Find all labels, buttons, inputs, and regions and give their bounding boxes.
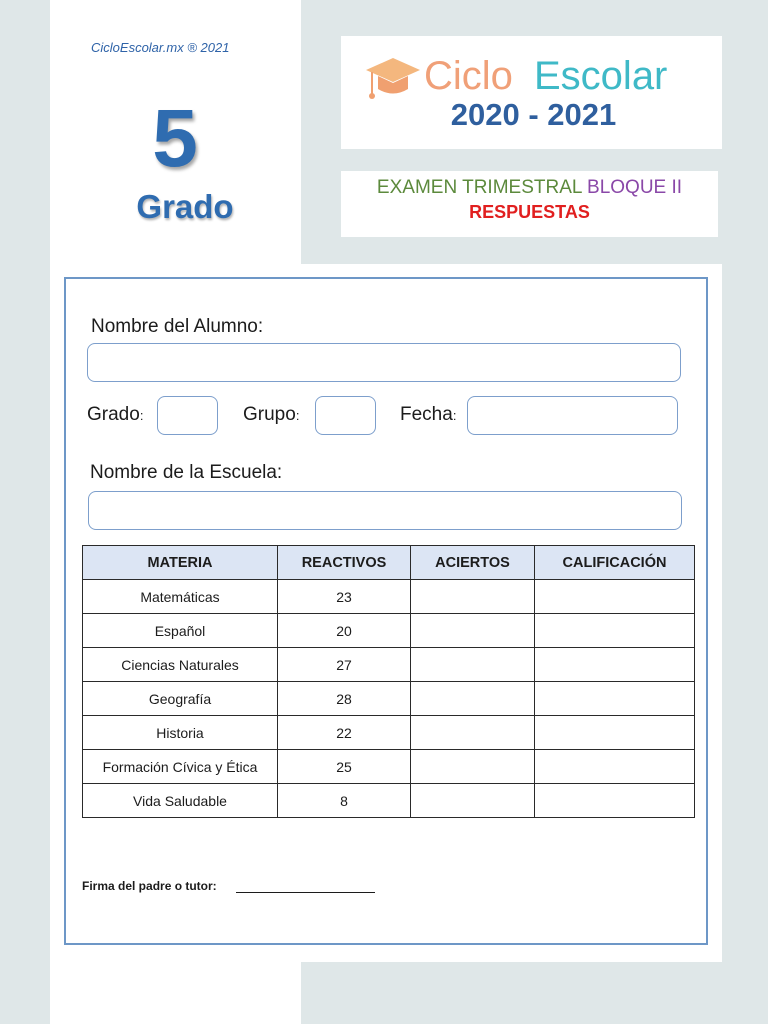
grade-label: Grado (136, 188, 234, 225)
subject-cell: Vida Saludable (83, 784, 278, 818)
exam-subtitle: RESPUESTAS (469, 202, 590, 222)
logo-word-escolar: Escolar (534, 54, 668, 98)
items-cell: 25 (278, 750, 411, 784)
score-cell[interactable] (535, 580, 695, 614)
exam-title-part2: BLOQUE II (587, 177, 683, 198)
items-cell: 23 (278, 580, 411, 614)
grade-field-label-text: Grado (87, 404, 140, 425)
grade-field[interactable] (157, 396, 218, 435)
header-calificacion: CALIFICACIÓN (535, 546, 695, 580)
exam-title-part1: EXAMEN TRIMESTRAL (376, 177, 582, 198)
subject-cell: Ciencias Naturales (83, 648, 278, 682)
score-cell[interactable] (535, 750, 695, 784)
subject-cell: Historia (83, 716, 278, 750)
score-cell[interactable] (535, 614, 695, 648)
school-name-label: Nombre de la Escuela: (90, 462, 283, 483)
grade-field-label (87, 405, 143, 424)
table-row (83, 750, 695, 784)
copyright-text: CicloEscolar.mx ® 2021 (91, 40, 230, 55)
correct-cell[interactable] (411, 648, 535, 682)
correct-cell[interactable] (411, 716, 535, 750)
table-row (83, 614, 695, 648)
logo-word-ciclo: Ciclo (424, 54, 513, 98)
items-cell: 20 (278, 614, 411, 648)
school-years: 2020 - 2021 (450, 97, 617, 132)
group-field-label (243, 405, 299, 424)
group-field[interactable] (315, 396, 376, 435)
group-field-label-text: Grupo (243, 404, 296, 425)
student-name-label: Nombre del Alumno: (91, 316, 264, 337)
subject-cell: Geografía (83, 682, 278, 716)
grade-number: 5 (152, 93, 198, 184)
signature-label: Firma del padre o tutor: (82, 879, 217, 893)
subject-cell: Formación Cívica y Ética (83, 750, 278, 784)
table-header-row (83, 546, 695, 580)
table-row (83, 716, 695, 750)
ciclo-escolar-logo (341, 36, 722, 149)
student-name-field[interactable] (87, 343, 681, 382)
table-row (83, 648, 695, 682)
correct-cell[interactable] (411, 614, 535, 648)
items-cell: 22 (278, 716, 411, 750)
items-cell: 28 (278, 682, 411, 716)
header-reactivos: REACTIVOS (278, 546, 411, 580)
subjects-table (82, 545, 695, 818)
table-row (83, 682, 695, 716)
date-field-label-text: Fecha (400, 404, 453, 425)
correct-cell[interactable] (411, 682, 535, 716)
header-materia: MATERIA (83, 546, 278, 580)
score-cell[interactable] (535, 716, 695, 750)
subject-cell: Español (83, 614, 278, 648)
date-field[interactable] (467, 396, 678, 435)
signature-line[interactable] (236, 892, 375, 893)
score-cell[interactable] (535, 682, 695, 716)
items-cell: 8 (278, 784, 411, 818)
correct-cell[interactable] (411, 750, 535, 784)
table-row (83, 784, 695, 818)
group-field-colon: : (295, 408, 300, 423)
date-field-colon: : (452, 408, 457, 423)
items-cell: 27 (278, 648, 411, 682)
score-cell[interactable] (535, 784, 695, 818)
school-name-field[interactable] (88, 491, 682, 530)
table-row (83, 580, 695, 614)
background-band-bottom (301, 962, 768, 1024)
grade-field-colon: : (139, 408, 144, 423)
graduation-cap-icon (364, 54, 422, 104)
correct-cell[interactable] (411, 784, 535, 818)
subject-cell: Matemáticas (83, 580, 278, 614)
exam-title-box (341, 171, 718, 237)
header-aciertos: ACIERTOS (411, 546, 535, 580)
exam-title (341, 178, 718, 197)
correct-cell[interactable] (411, 580, 535, 614)
score-cell[interactable] (535, 648, 695, 682)
date-field-label (400, 405, 456, 424)
